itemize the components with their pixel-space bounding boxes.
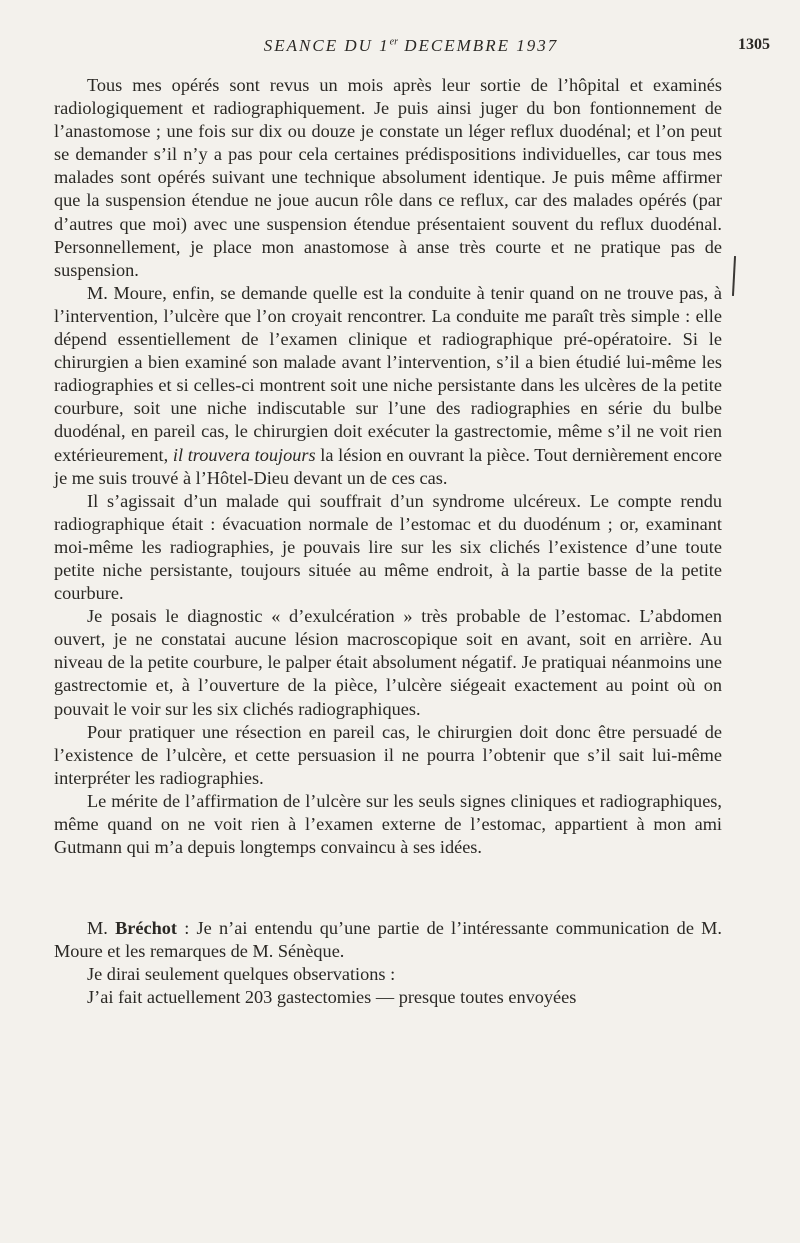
paragraph — [54, 282, 722, 490]
paragraph-text: : Je n’ai entendu qu’une partie de l’intéressante communication de M. Moure et les remarques de M. Sénèque. — [54, 918, 722, 962]
title-text: SEANCE DU 1 — [263, 36, 390, 55]
paragraph: Je posais le diagnostic « d’exulcération » très probable de l’estomac. L’abdomen ouvert, je ne constatai aucune lésion macroscopique soit en avant, soit en arrière. Au niveau de la petite courbure, le palper était absolument négatif. Je pratiquai néanmoins une gastrectomie et, à l’ouverture de la pièce, l’ulcère siégeait exactement au point où on pouvait le voir sur les six clichés radiographiques. — [54, 606, 722, 719]
margin-mark — [732, 256, 736, 296]
paragraph: Tous mes opérés sont revus un mois après leur sortie de l’hôpital et examinés radiologiquement et radiographiquement. Je puis ainsi juger du bon fontionnement de l’anastomose ; une fois sur dix ou douze je constate un léger reflux duodénal; et l’on peut se demander s’il n’y a pas pour cela certaines prédispositions individuelles, car tous mes malades sont opérés suivant une technique absolument identique. Je puis même affirmer que la suspension étendue ne joue aucun rôle dans ce reflux, car des malades opérés (par d’autres que moi) avec une suspension étendue présentaient souvent du reflux duodénal. Personnellement, je place mon anastomose à anse très courte et ne pratique pas de suspension. — [54, 75, 722, 280]
paragraph: Je dirai seulement quelques observations : — [87, 964, 396, 985]
running-title — [52, 36, 770, 56]
italic-phrase: il trouvera toujours — [172, 444, 316, 465]
paragraph: Le mérite de l’affirmation de l’ulcère sur les seuls signes cliniques et radiographiques, même quand on ne voit rien à l’examen externe de l’estomac, appartient à mon ami Gutmann qui m’a depuis longtemps convaincu à ses idées. — [54, 790, 722, 858]
section-gap — [54, 859, 722, 917]
paragraph-text: M. Moure, enfin, se demande quelle est la conduite à tenir quand on ne trouve pas, à l’intervention, l’ulcère que l’on croyait rencontrer. La conduite me paraît très simple : elle dépend essentiellement de l’examen clinique et radiographique pré-opératoire. Si le chirurgien a bien examiné son malade avant l’intervention, s’il a bien étudié lui-même les radiographies et si celles-ci montrent soit une niche persistante dans les ulcères de la petite courbure, soit une niche indiscutable sur l’une des radiographies en série du bulbe duodénal, en pareil cas, le chirurgien doit exécuter la gastrectomie, même s’il ne voit rien extérieurement, — [54, 282, 722, 465]
paragraph: J’ai fait actuellement 203 gastectomies — presque toutes envoyées — [87, 987, 577, 1008]
paragraph-text: la lésion en ouvrant la pièce. Tout dernièrement encore je me suis trouvé à l’Hôtel-Dieu devant un de ces cas. — [54, 444, 722, 488]
title-superscript: er — [389, 36, 399, 48]
title-date: DECEMBRE 1937 — [398, 36, 559, 55]
paragraph: Pour pratiquer une résection en pareil cas, le chirurgien doit donc être persuadé de l’existence de l’ulcère, et cette persuasion il ne pourra l’obtenir que s’il sait lui-même interpréter les radiographies. — [54, 721, 722, 788]
speaker-name: Bréchot — [115, 918, 177, 939]
page-number: 1305 — [738, 36, 770, 53]
page-body — [54, 74, 722, 1010]
speaker-paragraph — [54, 917, 722, 963]
speaker-prefix: M. — [87, 918, 116, 939]
paragraph: Il s’agissait d’un malade qui souffrait d’un syndrome ulcéreux. Le compte rendu radiographique était : évacuation normale de l’estomac et du duodénum ; or, examinant moi-même les radiographies, je pouvais lire sur les six clichés l’existence d’une toute petite niche persistante, toujours située au même endroit, à la partie basse de la petite courbure. — [54, 490, 722, 604]
page-header — [52, 36, 770, 60]
